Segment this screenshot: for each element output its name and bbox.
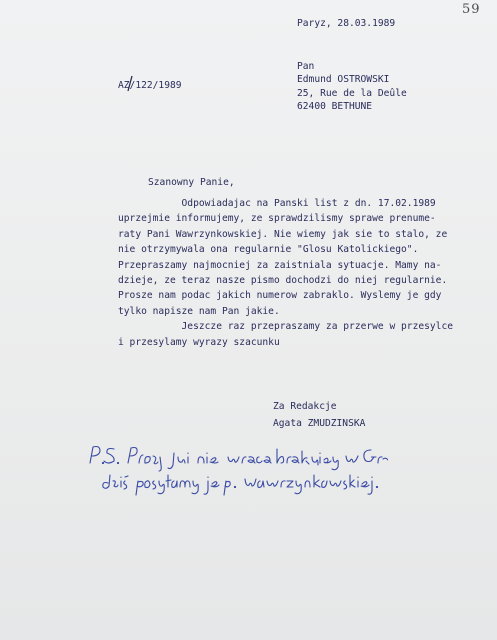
- recipient-line: Pan: [297, 61, 315, 72]
- signature-organization: Za Redakcje: [273, 401, 337, 412]
- body-line: i przesylamy wyrazy szacunku: [118, 336, 280, 348]
- recipient-address: [297, 60, 407, 113]
- body-line: Przepraszamy najmocniej za zaistniala sytuacje. Mamy na-: [118, 259, 442, 271]
- recipient-line: 25, Rue de la Deûle: [297, 87, 407, 99]
- body-line: dzieje, ze teraz nasze pismo dochodzi do niej regularnie.: [118, 274, 448, 286]
- postscript-handwriting: [88, 443, 388, 499]
- body-line: nie otrzymywala ona regularnie "Glosu Katolickiego".: [118, 244, 419, 256]
- body-line: uprzejmie informujemy, ze sprawdzilismy sprawe prenume-: [118, 213, 436, 225]
- archive-page-number: 59: [462, 2, 481, 17]
- body-line: Odpowiadajac na Panski list z dn. 17.02.1989: [118, 198, 436, 209]
- body-line: Prosze nam podac jakich numerow zabraklo. Wyslemy je gdy: [118, 290, 442, 302]
- letter-date: Paryz, 28.03.1989: [297, 18, 396, 29]
- handwritten-postscript: [88, 443, 388, 499]
- body-line: tylko napisze nam Pan jakie.: [118, 305, 280, 317]
- signature-name: Agata ZMUDZINSKA: [273, 418, 366, 429]
- recipient-line: Edmund OSTROWSKI: [297, 74, 390, 86]
- recipient-line: 62400 BETHUNE: [297, 100, 373, 112]
- body-line: raty Pani Wawrzynkowskiej. Nie wiemy jak sie to stalo, ze: [118, 228, 448, 240]
- body-line: Jeszcze raz przepraszamy za przerwe w przesylce: [118, 321, 454, 333]
- reference-number: AZ/122/1989: [118, 80, 182, 91]
- reference-pen-mark: [125, 75, 135, 93]
- letter-body: [118, 197, 453, 351]
- salutation: Szanowny Panie,: [148, 177, 235, 188]
